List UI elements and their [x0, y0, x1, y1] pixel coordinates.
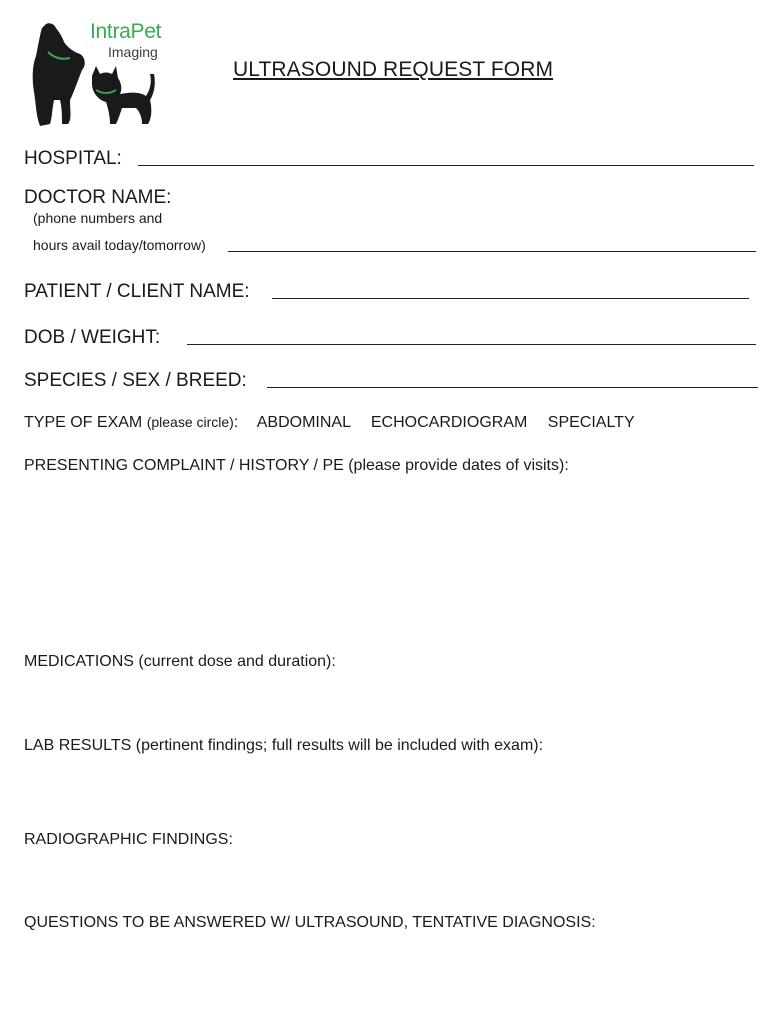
doctor-note-hours: hours avail today/tomorrow)	[33, 237, 206, 253]
radiographic-findings-label: RADIOGRAPHIC FINDINGS:	[24, 831, 233, 848]
species-sex-breed-field[interactable]	[267, 387, 758, 388]
dob-weight-field[interactable]	[187, 344, 756, 345]
hospital-label: HOSPITAL:	[24, 148, 122, 169]
doctor-note-phone: (phone numbers and	[33, 210, 163, 226]
history-label: PRESENTING COMPLAINT / HISTORY / PE (please provide dates of visits):	[24, 457, 569, 474]
doctor-name-label: DOCTOR NAME:	[24, 187, 172, 208]
medications-answer-area[interactable]	[24, 678, 754, 733]
questions-label: QUESTIONS TO BE ANSWERED W/ ULTRASOUND, TENTATIVE DIAGNOSIS:	[24, 914, 596, 931]
lab-results-answer-area[interactable]	[24, 762, 754, 827]
exam-type-colon: :	[233, 414, 239, 431]
exam-type-note: (please circle)	[146, 414, 234, 430]
logo-brand-text: IntraPet	[90, 20, 162, 43]
patient-client-field[interactable]	[272, 298, 749, 299]
lab-results-label: LAB RESULTS (pertinent findings; full results will be included with exam):	[24, 737, 544, 754]
exam-type-label: TYPE OF EXAM	[24, 414, 143, 431]
radiographic-findings-answer-area[interactable]	[24, 856, 754, 911]
species-sex-breed-label: SPECIES / SEX / BREED:	[24, 370, 247, 391]
exam-option-specialty[interactable]: SPECIALTY	[547, 414, 635, 431]
history-answer-area[interactable]	[24, 482, 754, 642]
dob-weight-label: DOB / WEIGHT:	[24, 327, 161, 348]
questions-answer-area[interactable]	[24, 940, 754, 1010]
logo-sub-text: Imaging	[108, 44, 158, 60]
patient-client-label: PATIENT / CLIENT NAME:	[24, 281, 250, 302]
form-title: ULTRASOUND REQUEST FORM	[233, 58, 554, 81]
exam-option-echocardiogram[interactable]: ECHOCARDIOGRAM	[370, 414, 528, 431]
exam-type-row	[24, 414, 635, 432]
exam-option-abdominal[interactable]: ABDOMINAL	[256, 414, 351, 431]
hospital-field[interactable]	[138, 165, 754, 166]
doctor-name-field[interactable]	[228, 251, 756, 252]
medications-label: MEDICATIONS (current dose and duration):	[24, 653, 336, 670]
